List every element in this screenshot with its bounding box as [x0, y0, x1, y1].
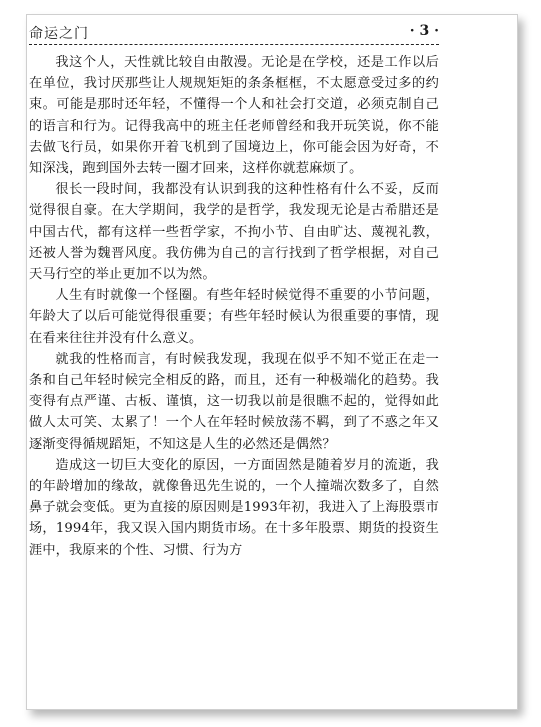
paragraph: 就我的性格而言，有时候我发现，我现在似乎不知不觉正在走一条和自己年轻时候完全相反的路，而且，还有一种极端化的趋势。我变得有点严谨、古板、谨慎，这一切我以前是很瞧不起的，觉得如此做人太可笑、太累了！一个人在年轻时候放荡不羁，到了不惑之年又逐渐变得循规蹈矩，不知这是人生的必然还是偶然？ — [29, 351, 439, 452]
page-number: · 3 · — [409, 23, 439, 39]
paragraph: 很长一段时间，我都没有认识到我的这种性格有什么不妥，反而觉得很自豪。在大学期间，我学的是哲学，我发现无论是古希腊还是中国古代，都有这样一些哲学家，不拘小节、自由旷达、蔑视礼教，还被人誉为魏晋风度。我仿佛为自己的言行找到了哲学根据，对自己天马行空的举止更加不以为然。 — [29, 182, 439, 283]
header-rule — [29, 44, 439, 45]
running-title: 命运之门 — [29, 26, 89, 42]
page-body — [29, 52, 439, 561]
page-header — [29, 23, 439, 43]
paragraph: 我这个人，天性就比较自由散漫。无论是在学校，还是工作以后在单位，我讨厌那些让人规规矩矩的条条框框，不太愿意受过多的约束。可能是那时还年轻，不懂得一个人和社会打交道，必须克制自己的语言和行为。记得我高中的班主任老师曾经和我开玩笑说，你不能去做飞行员，如果你开着飞机到了国境边上，你可能会因为好奇，不知深浅，跑到国外去转一圈才回来，这样你就惹麻烦了。 — [29, 55, 439, 177]
paragraph: 人生有时就像一个怪圈。有些年轻时候觉得不重要的小节问题，年龄大了以后可能觉得很重要；有些年轻时候认为很重要的事情，现在看来往往并没有什么意义。 — [29, 288, 439, 346]
paragraph: 造成这一切巨大变化的原因，一方面固然是随着岁月的流逝，我的年龄增加的缘故，就像鲁迅先生说的，一个人撞端次数多了，自然鼻子就会变低。更为直接的原因则是1993年初，我进入了上海股票市场，1994年，我又误入国内期货市场。在十多年股票、期货的投资生涯中，我原来的个性、习惯、行为方 — [29, 457, 439, 558]
